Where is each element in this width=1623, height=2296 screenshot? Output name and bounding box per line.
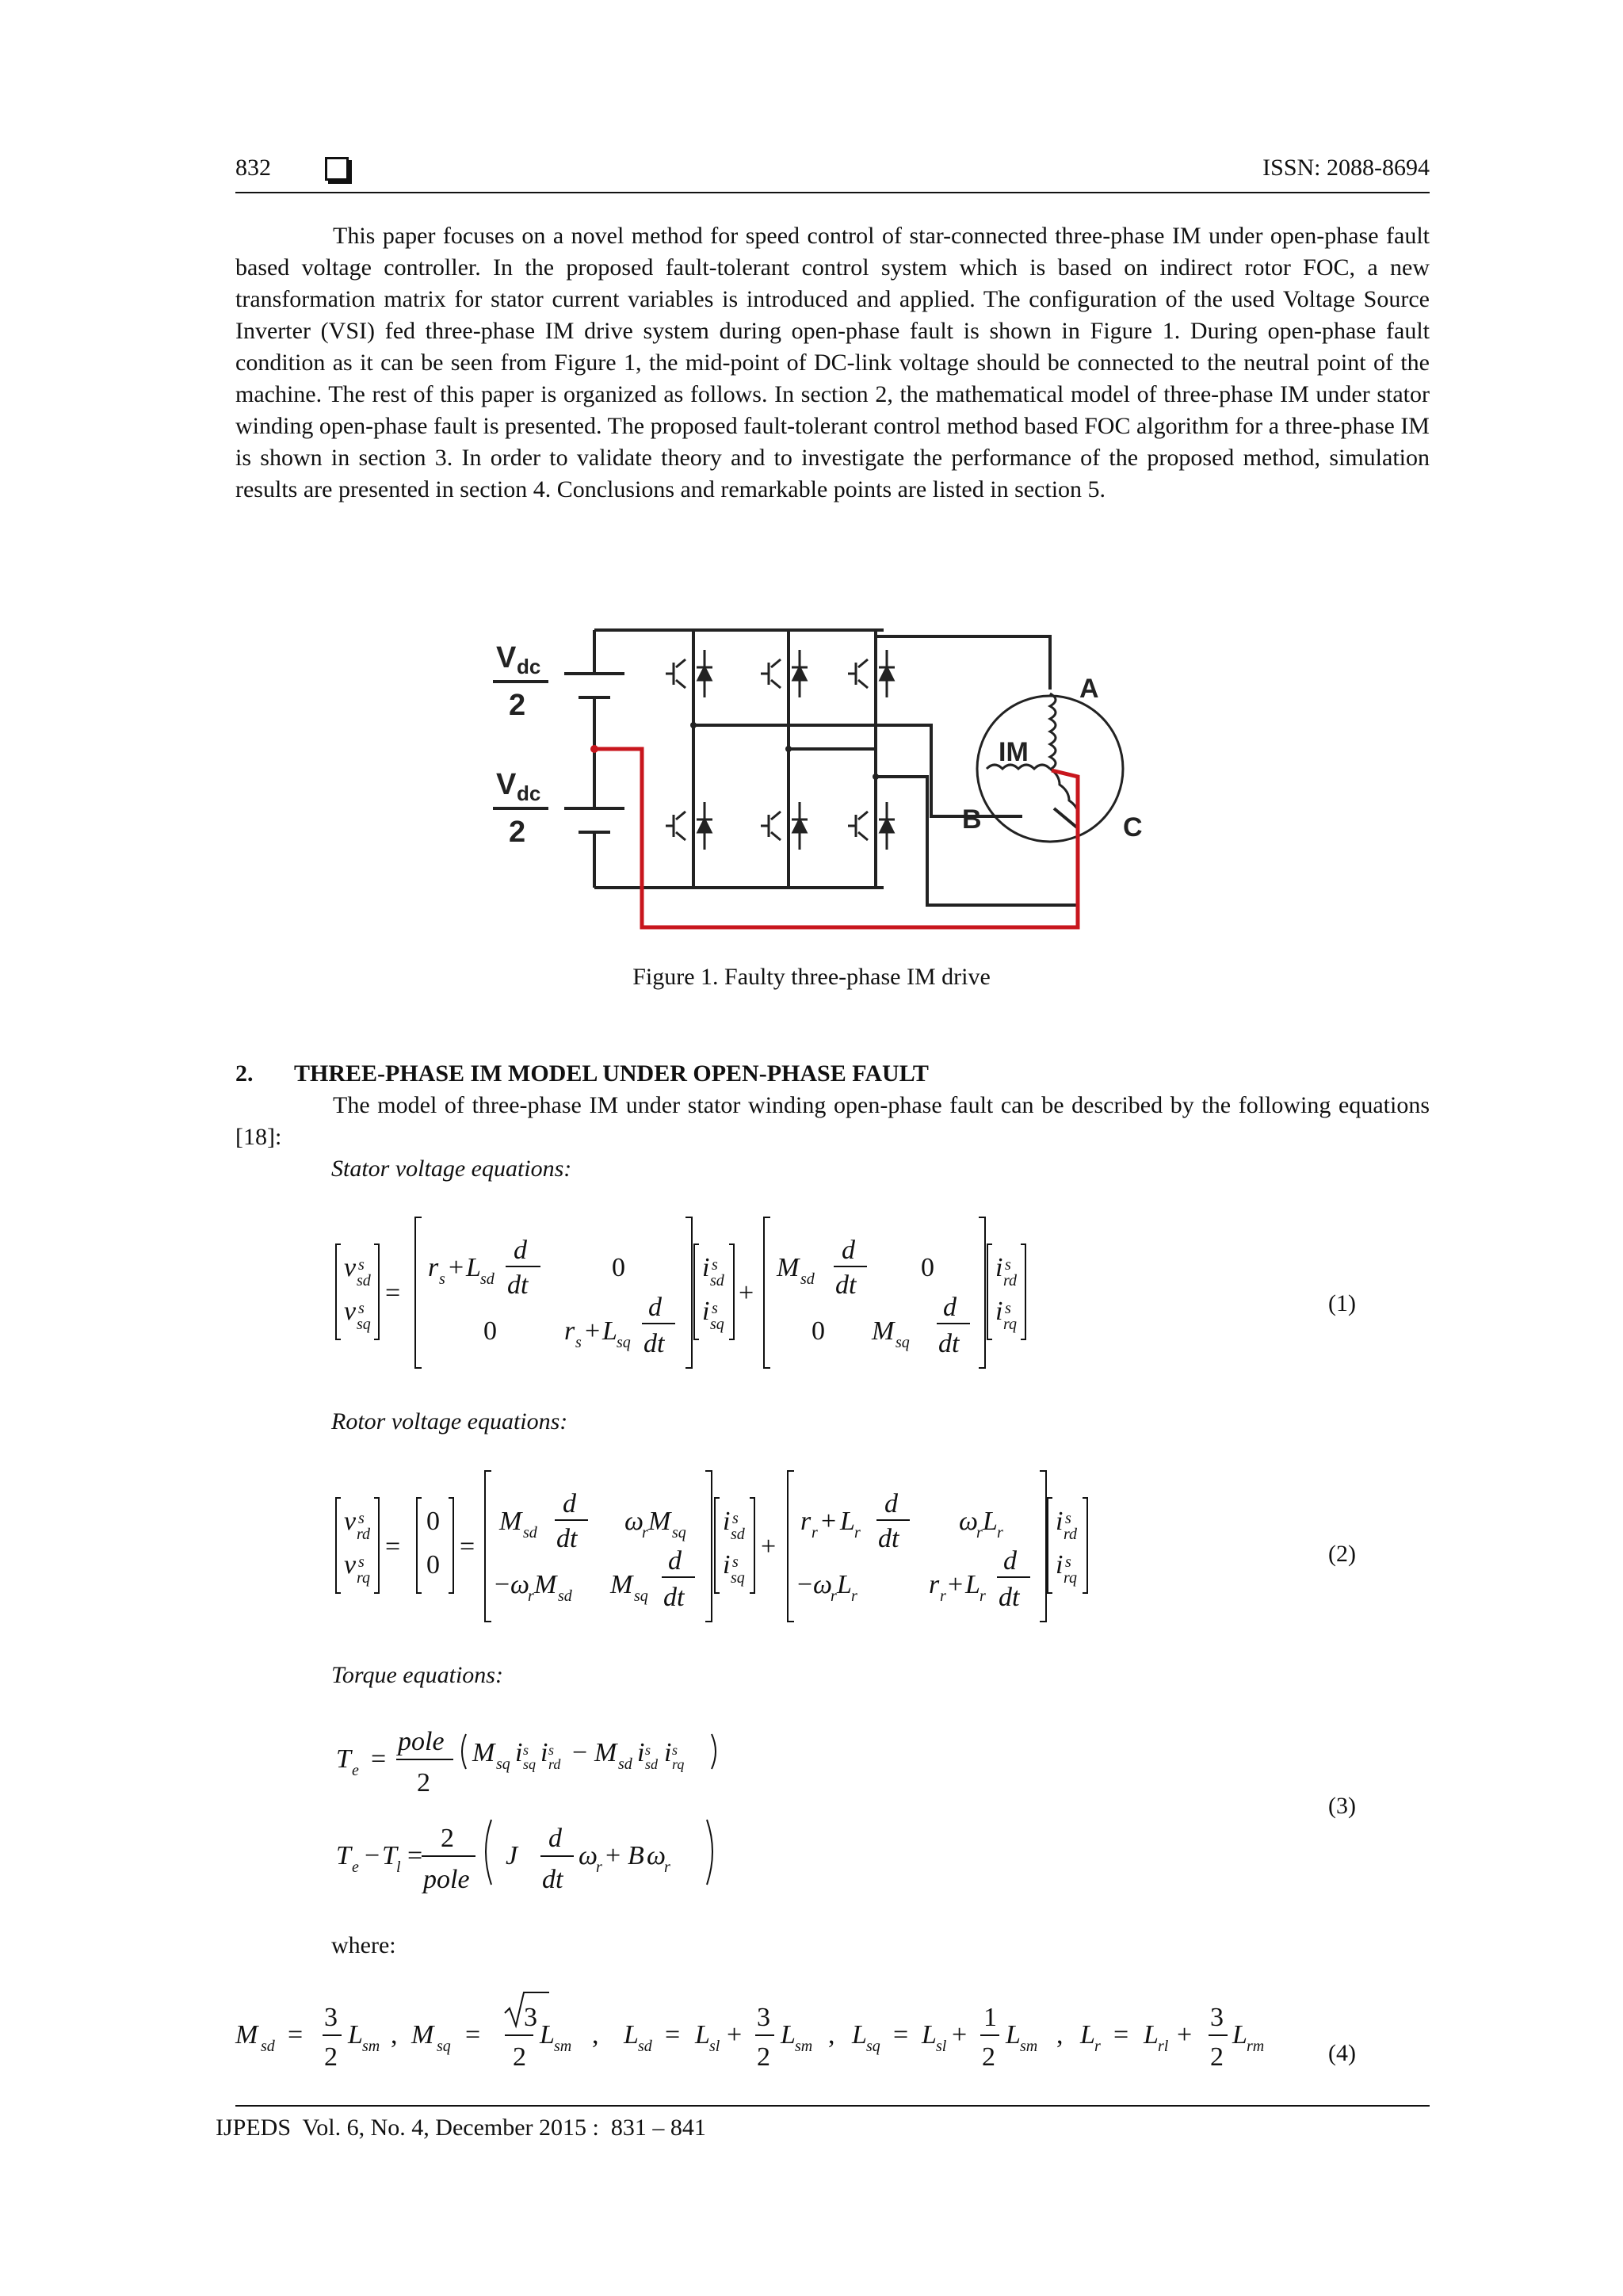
svg-text:d: d xyxy=(563,1489,576,1519)
svg-text:=: = xyxy=(1113,2020,1129,2050)
svg-text:+: + xyxy=(821,1507,837,1536)
svg-text:s: s xyxy=(1005,1256,1011,1274)
svg-text:sq: sq xyxy=(634,1587,648,1605)
svg-text:i: i xyxy=(515,1738,523,1767)
svg-text:rd: rd xyxy=(357,1526,371,1543)
svg-text:M: M xyxy=(472,1738,495,1767)
svg-text:3: 3 xyxy=(1210,2003,1224,2032)
svg-text:v: v xyxy=(344,1507,357,1536)
svg-text:r: r xyxy=(528,1587,534,1605)
svg-text:e: e xyxy=(352,1762,359,1779)
svg-text:r: r xyxy=(980,1587,986,1605)
svg-text:ω: ω xyxy=(579,1841,598,1870)
footer-rule xyxy=(235,2105,1430,2107)
svg-text:r: r xyxy=(831,1587,837,1605)
svg-text:sd: sd xyxy=(638,2038,652,2055)
svg-text:2: 2 xyxy=(417,1768,430,1797)
vdc-label-bottom: V xyxy=(496,768,517,801)
svg-text:i: i xyxy=(723,1507,731,1536)
svg-text:i: i xyxy=(702,1297,710,1326)
svg-text:rl: rl xyxy=(1158,2038,1169,2055)
svg-text:s: s xyxy=(575,1334,582,1351)
svg-text:pole: pole xyxy=(423,1865,470,1894)
svg-text:dt: dt xyxy=(835,1270,857,1300)
svg-text:sd: sd xyxy=(357,1272,371,1289)
header-box-icon xyxy=(325,157,349,181)
svg-text:+: + xyxy=(1177,2020,1193,2050)
svg-text:0: 0 xyxy=(921,1253,934,1282)
section-2-paragraph: The model of three-phase IM under stator winding open-phase fault can be described by the following equations [18]: xyxy=(235,1092,1430,1150)
svg-text:+: + xyxy=(585,1316,601,1346)
svg-text:sq: sq xyxy=(672,1524,686,1541)
equation-number-2: (2) xyxy=(1328,1541,1356,1567)
svg-text:e: e xyxy=(352,1859,359,1876)
svg-text:ω: ω xyxy=(624,1507,644,1536)
svg-text:T: T xyxy=(336,1841,351,1870)
svg-text:rq: rq xyxy=(357,1569,371,1587)
svg-text:rd: rd xyxy=(1003,1272,1018,1289)
svg-text:r: r xyxy=(642,1524,648,1541)
svg-text:s: s xyxy=(645,1742,651,1758)
svg-text:i: i xyxy=(995,1297,1003,1326)
svg-text:r: r xyxy=(929,1570,940,1599)
svg-text:L: L xyxy=(965,1570,980,1599)
svg-text:sd: sd xyxy=(800,1270,815,1288)
svg-text:,: , xyxy=(391,2020,398,2050)
svg-text:sq: sq xyxy=(437,2038,451,2055)
svg-text:+: + xyxy=(727,2020,743,2050)
svg-text:d: d xyxy=(884,1489,898,1519)
svg-text:sd: sd xyxy=(710,1272,724,1289)
issn: ISSN: 2088-8694 xyxy=(1262,155,1430,181)
phase-a-label: A xyxy=(1079,674,1099,704)
svg-text:0: 0 xyxy=(426,1507,440,1536)
svg-text:L: L xyxy=(1232,2020,1247,2050)
svg-text:i: i xyxy=(723,1550,731,1580)
svg-text:sd: sd xyxy=(731,1526,745,1543)
svg-text:s: s xyxy=(358,1300,365,1317)
svg-text:2: 2 xyxy=(1210,2042,1224,2072)
svg-text:r: r xyxy=(564,1316,575,1346)
svg-text:=: = xyxy=(893,2020,909,2050)
svg-text:l: l xyxy=(396,1859,401,1876)
svg-text:L: L xyxy=(624,2020,639,2050)
svg-text:rd: rd xyxy=(548,1756,561,1772)
svg-text:+: + xyxy=(739,1278,754,1308)
svg-text:,: , xyxy=(1056,2020,1064,2050)
svg-text:,: , xyxy=(828,2020,835,2050)
svg-text:L: L xyxy=(852,2020,867,2050)
section-2-heading: 2. THREE-PHASE IM MODEL UNDER OPEN-PHASE FAULT xyxy=(235,1060,929,1087)
svg-text:ω: ω xyxy=(510,1570,530,1599)
svg-text:=: = xyxy=(288,2020,304,2050)
intro-paragraph: This paper focuses on a novel method for speed control of star-connected three-phase IM under open-phase fault based voltage controller. In the proposed fault-tolerant control system which is based on indirect rotor FOC, a new transformation matrix for stator current variables is introduced and applied. The configuration of the used Voltage Source Inverter (VSI) fed three-phase IM drive system during open-phase fault is shown in Figure 1. During open-phase fault condition as it can be seen from Figure 1, the mid-point of DC-link voltage should be connected to the neutral point of the machine. The rest of this paper is organized as follows. In section 2, the mathematical model of three-phase IM under stator winding open-phase fault is presented. The proposed fault-tolerant control method based FOC algorithm for a three-phase IM is shown in section 3. In order to validate theory and to investigate the performance of the proposed method, simulation results are presented in section 4. Conclusions and remarkable points are listed in section 5. xyxy=(235,223,1430,502)
svg-text:d: d xyxy=(842,1236,855,1265)
motor-label: IM xyxy=(999,737,1029,767)
svg-text:T: T xyxy=(382,1841,397,1870)
svg-text:i: i xyxy=(540,1738,548,1767)
svg-text:2: 2 xyxy=(513,2042,526,2072)
svg-text:s: s xyxy=(523,1742,529,1758)
svg-text:T: T xyxy=(336,1744,351,1774)
svg-text:sm: sm xyxy=(362,2038,380,2055)
phase-c-label: C xyxy=(1123,812,1143,842)
svg-text:L: L xyxy=(837,1570,852,1599)
svg-text:sq: sq xyxy=(617,1334,631,1351)
svg-text:sd: sd xyxy=(523,1524,537,1541)
svg-text:1: 1 xyxy=(983,2003,997,2032)
svg-text:sd: sd xyxy=(558,1587,572,1605)
svg-text:sq: sq xyxy=(357,1316,371,1333)
svg-text:L: L xyxy=(695,2020,710,2050)
svg-text:=: = xyxy=(460,1532,475,1561)
svg-text:dt: dt xyxy=(999,1583,1020,1612)
svg-text:r: r xyxy=(854,1524,861,1541)
stator-label: Stator voltage equations: xyxy=(331,1156,572,1182)
svg-text:+: + xyxy=(948,1570,964,1599)
svg-text:r: r xyxy=(812,1524,818,1541)
svg-text:s: s xyxy=(358,1256,365,1274)
svg-text:0: 0 xyxy=(426,1550,440,1580)
svg-text:2: 2 xyxy=(982,2042,995,2072)
svg-text:L: L xyxy=(922,2020,937,2050)
svg-text:rq: rq xyxy=(1064,1569,1078,1587)
svg-text:L: L xyxy=(1080,2020,1095,2050)
svg-text:L: L xyxy=(466,1253,481,1282)
svg-text:3: 3 xyxy=(757,2003,770,2032)
svg-text:+: + xyxy=(761,1532,777,1561)
rotor-label: Rotor voltage equations: xyxy=(331,1408,568,1435)
svg-text:s: s xyxy=(732,1553,739,1571)
svg-text:sl: sl xyxy=(709,2038,720,2055)
svg-text:s: s xyxy=(712,1256,718,1274)
phase-b-label: B xyxy=(962,804,982,835)
equation-4 xyxy=(235,1989,1297,2076)
svg-text:dt: dt xyxy=(938,1329,960,1358)
svg-text:pole: pole xyxy=(398,1727,445,1756)
svg-text:M: M xyxy=(499,1507,522,1536)
equation-number-4: (4) xyxy=(1328,2040,1356,2066)
svg-text:sq: sq xyxy=(710,1316,724,1333)
svg-text:sm: sm xyxy=(554,2038,572,2055)
svg-text:2: 2 xyxy=(757,2042,770,2072)
svg-text:s: s xyxy=(672,1742,678,1758)
svg-text:sm: sm xyxy=(1020,2038,1038,2055)
svg-text:r: r xyxy=(997,1524,1003,1541)
where-label: where: xyxy=(331,1932,396,1958)
svg-text:s: s xyxy=(732,1510,739,1527)
svg-text:sd: sd xyxy=(480,1270,495,1288)
figure-1-circuit xyxy=(475,618,1173,935)
svg-text:s: s xyxy=(1065,1510,1071,1527)
svg-text:sq: sq xyxy=(896,1334,910,1351)
svg-text:2: 2 xyxy=(324,2042,338,2072)
vdc-sub-bottom: dc xyxy=(517,781,541,805)
svg-text:=: = xyxy=(371,1744,387,1774)
svg-text:sq: sq xyxy=(523,1756,537,1772)
svg-text:d: d xyxy=(648,1293,662,1322)
svg-text:d: d xyxy=(943,1293,957,1322)
svg-text:rd: rd xyxy=(1064,1526,1078,1543)
svg-text:d: d xyxy=(1003,1546,1017,1576)
svg-text:sl: sl xyxy=(936,2038,947,2055)
svg-text:d: d xyxy=(514,1236,527,1265)
svg-text:sd: sd xyxy=(618,1755,632,1773)
vdc-label-top: V xyxy=(496,641,517,674)
svg-text:2: 2 xyxy=(441,1824,454,1853)
svg-text:i: i xyxy=(664,1738,672,1767)
svg-text:0: 0 xyxy=(483,1316,497,1346)
svg-text:=: = xyxy=(407,1841,423,1870)
svg-text:B: B xyxy=(628,1841,644,1870)
svg-text:i: i xyxy=(637,1738,645,1767)
svg-text:L: L xyxy=(840,1507,855,1536)
svg-text:sd: sd xyxy=(261,2038,275,2055)
equation-1 xyxy=(333,1213,1046,1387)
svg-text:i: i xyxy=(995,1253,1003,1282)
svg-text:dt: dt xyxy=(878,1524,899,1553)
svg-text:,: , xyxy=(592,2020,599,2050)
equation-3 xyxy=(333,1720,777,1910)
svg-text:−: − xyxy=(797,1570,813,1599)
svg-text:s: s xyxy=(712,1300,718,1317)
svg-text:=: = xyxy=(385,1278,401,1308)
svg-text:L: L xyxy=(1006,2020,1021,2050)
svg-text:rq: rq xyxy=(1003,1316,1018,1333)
svg-text:L: L xyxy=(602,1316,617,1346)
svg-text:sq: sq xyxy=(496,1755,510,1773)
svg-text:L: L xyxy=(1144,2020,1159,2050)
svg-text:i: i xyxy=(1056,1550,1064,1580)
svg-text:s: s xyxy=(1065,1553,1071,1571)
svg-text:s: s xyxy=(439,1270,445,1288)
svg-text:M: M xyxy=(610,1570,633,1599)
svg-text:rm: rm xyxy=(1247,2038,1265,2055)
svg-text:v: v xyxy=(344,1550,357,1580)
svg-text:d: d xyxy=(668,1546,682,1576)
svg-text:L: L xyxy=(781,2020,796,2050)
page-number: 832 xyxy=(235,155,271,181)
svg-text:=: = xyxy=(465,2020,481,2050)
svg-text:+: + xyxy=(449,1253,464,1282)
svg-text:M: M xyxy=(235,2020,258,2050)
svg-text:M: M xyxy=(777,1253,800,1282)
svg-text:+: + xyxy=(605,1841,621,1870)
svg-text:0: 0 xyxy=(812,1316,825,1346)
svg-text:−: − xyxy=(495,1570,510,1599)
svg-text:r: r xyxy=(940,1587,946,1605)
svg-text:sd: sd xyxy=(645,1756,659,1772)
svg-text:M: M xyxy=(872,1316,895,1346)
svg-text:0: 0 xyxy=(612,1253,625,1282)
svg-text:r: r xyxy=(1094,2038,1101,2055)
svg-text:r: r xyxy=(664,1859,670,1876)
svg-text:s: s xyxy=(358,1510,365,1527)
svg-text:s: s xyxy=(358,1553,365,1571)
svg-text:r: r xyxy=(800,1507,812,1536)
svg-text:i: i xyxy=(1056,1507,1064,1536)
svg-text:3: 3 xyxy=(324,2003,338,2032)
svg-text:ω: ω xyxy=(959,1507,979,1536)
svg-text:dt: dt xyxy=(507,1270,529,1300)
svg-text:r: r xyxy=(976,1524,983,1541)
svg-text:M: M xyxy=(534,1570,557,1599)
svg-text:L: L xyxy=(983,1507,998,1536)
svg-text:r: r xyxy=(851,1587,857,1605)
svg-text:sq: sq xyxy=(731,1569,745,1587)
svg-text:L: L xyxy=(348,2020,363,2050)
svg-text:J: J xyxy=(506,1841,518,1870)
svg-text:=: = xyxy=(385,1532,401,1561)
footer-citation: IJPEDS Vol. 6, No. 4, December 2015 : 831 – 841 xyxy=(216,2115,706,2141)
vdc-half-top: 2 xyxy=(509,689,526,722)
svg-text:sq: sq xyxy=(866,2038,880,2055)
svg-text:d: d xyxy=(548,1824,562,1853)
svg-text:L: L xyxy=(540,2020,555,2050)
svg-text:v: v xyxy=(344,1297,357,1326)
equation-2 xyxy=(333,1466,1109,1641)
svg-text:r: r xyxy=(428,1253,439,1282)
svg-text:M: M xyxy=(411,2020,434,2050)
svg-text:sm: sm xyxy=(795,2038,813,2055)
svg-text:s: s xyxy=(1005,1300,1011,1317)
svg-text:−: − xyxy=(572,1738,588,1767)
vdc-half-bottom: 2 xyxy=(509,816,526,849)
torque-label: Torque equations: xyxy=(331,1662,503,1688)
svg-text:dt: dt xyxy=(542,1865,563,1894)
header-rule xyxy=(235,192,1430,193)
svg-text:3: 3 xyxy=(524,2003,537,2032)
svg-text:s: s xyxy=(548,1742,555,1758)
vdc-sub-top: dc xyxy=(517,655,541,678)
svg-text:dt: dt xyxy=(556,1524,578,1553)
svg-text:i: i xyxy=(702,1253,710,1282)
svg-text:−: − xyxy=(365,1841,380,1870)
figure-1-caption: Figure 1. Faulty three-phase IM drive xyxy=(632,964,991,990)
svg-text:r: r xyxy=(596,1859,602,1876)
svg-text:M: M xyxy=(648,1507,671,1536)
svg-text:ω: ω xyxy=(647,1841,666,1870)
equation-number-3: (3) xyxy=(1328,1793,1356,1819)
svg-text:dt: dt xyxy=(663,1583,685,1612)
equation-number-1: (1) xyxy=(1328,1290,1356,1316)
svg-text:ω: ω xyxy=(813,1570,833,1599)
svg-text:dt: dt xyxy=(643,1329,665,1358)
svg-text:=: = xyxy=(665,2020,681,2050)
svg-text:M: M xyxy=(594,1738,617,1767)
svg-text:+: + xyxy=(952,2020,968,2050)
svg-text:rq: rq xyxy=(672,1756,685,1772)
svg-text:v: v xyxy=(344,1253,357,1282)
